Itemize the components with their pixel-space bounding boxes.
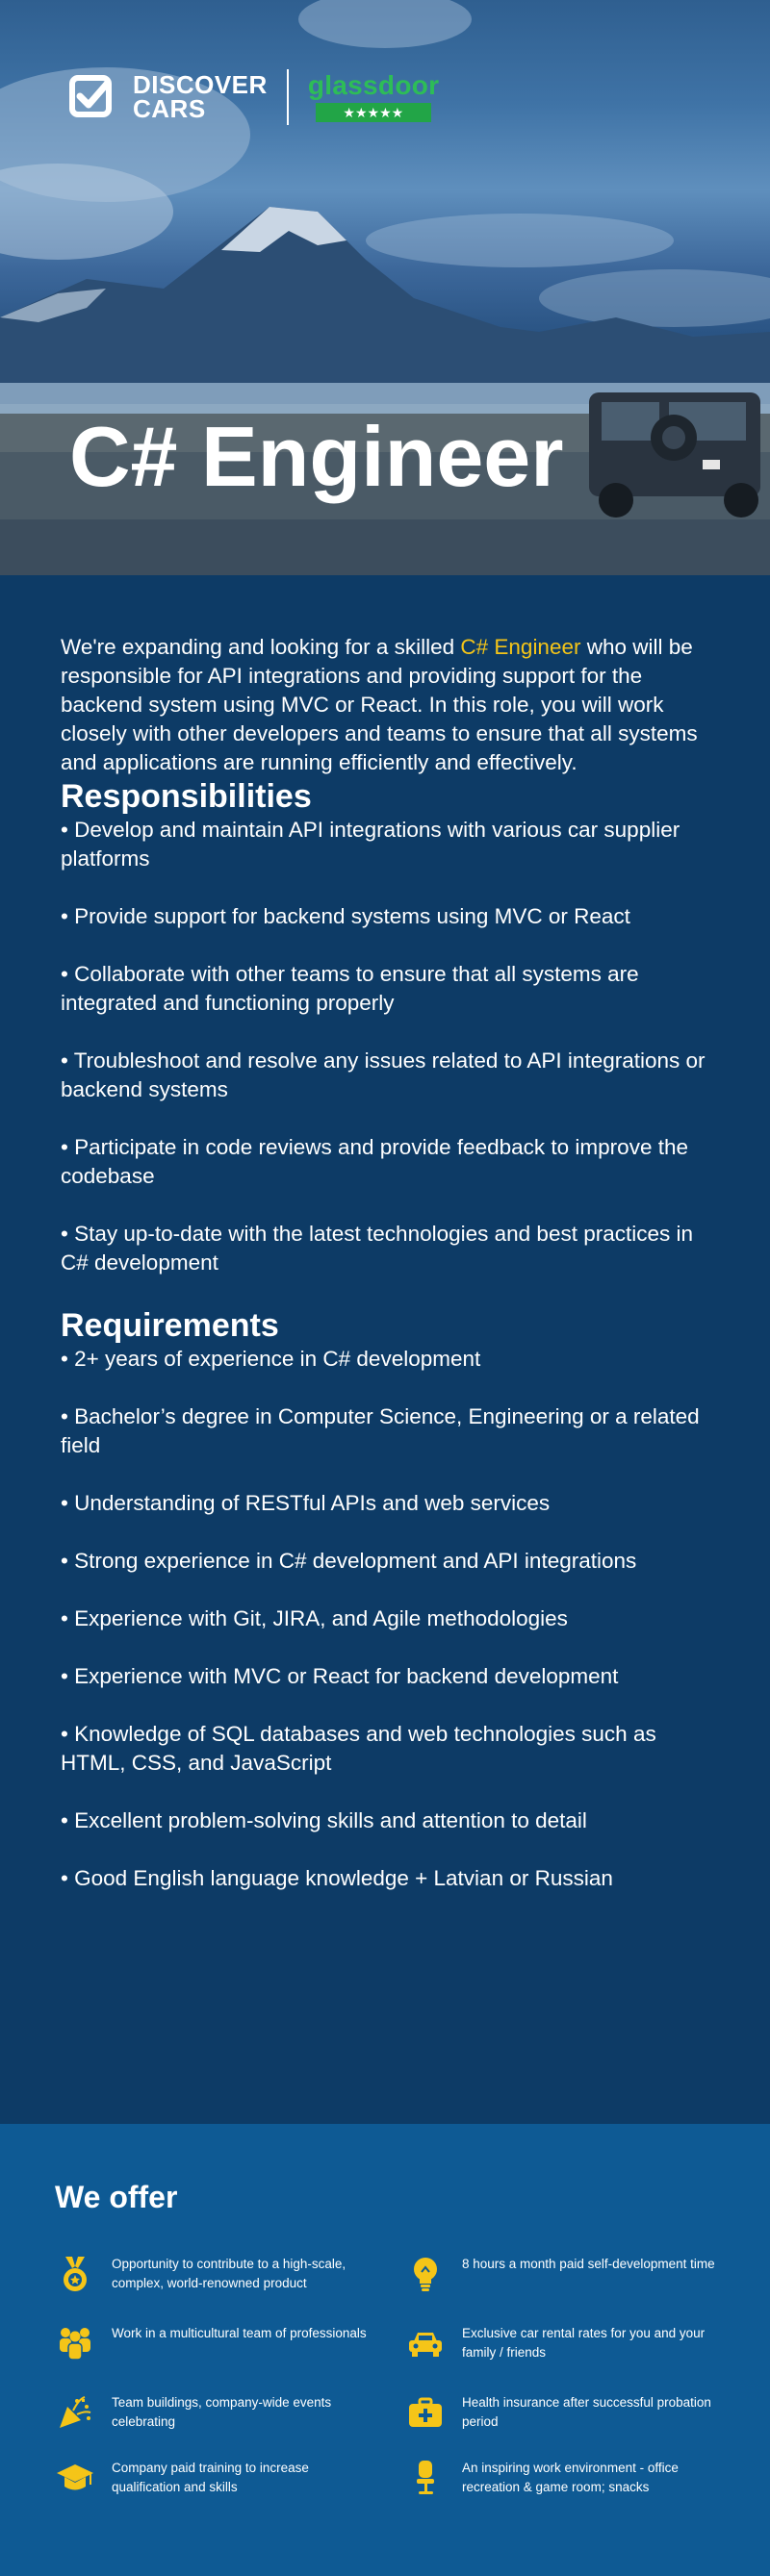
glassdoor-rating-stars: ★★★★★: [316, 103, 431, 122]
job-description: [0, 575, 770, 1893]
intro-text-start: We're expanding and looking for a skilled: [61, 635, 461, 659]
team-icon: [56, 2324, 94, 2362]
discover-cars-logo-icon: [69, 75, 114, 119]
responsibility-item: • Collaborate with other teams to ensure that all systems are integrated and functioning properly: [61, 962, 639, 1015]
glassdoor-wordmark: glassdoor: [307, 70, 440, 100]
car-icon: [406, 2324, 445, 2362]
offer-text: Company paid training to increase qualification and skills: [112, 2461, 309, 2494]
requirement-item: • Knowledge of SQL databases and web technologies such as HTML, CSS, and JavaScript: [61, 1722, 656, 1775]
responsibility-item: • Stay up-to-date with the latest technologies and best practices in C# development: [61, 1222, 694, 1275]
header-logos: [69, 69, 439, 125]
requirement-item: • Understanding of RESTful APIs and web services: [61, 1491, 551, 1515]
requirement-item: • Good English language knowledge + Latvian or Russian: [61, 1866, 613, 1890]
responsibility-item: • Develop and maintain API integrations with various car supplier platforms: [61, 818, 680, 871]
logo-divider: [287, 69, 289, 125]
we-offer-heading: We offer: [55, 2180, 178, 2214]
offer-text: Team buildings, company-wide events celebrating: [112, 2395, 332, 2429]
offer-text: An inspiring work environment - office recreation & game room; snacks: [462, 2461, 679, 2494]
intro-text-end: who will be responsible for API integrations and providing support for the backend system using MVC or React. In this role, you will work closely with other developers and teams to ensure that all systems and applications are running efficiently and effectively.: [61, 635, 698, 774]
offer-text: Work in a multicultural team of professionals: [112, 2326, 367, 2340]
responsibility-item: • Provide support for backend systems using MVC or React: [61, 904, 630, 928]
requirement-item: • Strong experience in C# development and API integrations: [61, 1549, 637, 1573]
medal-icon: [56, 2255, 94, 2293]
offer-item: [56, 2459, 372, 2497]
brand-name-line1: DISCOVER: [133, 70, 268, 99]
requirement-item: • 2+ years of experience in C# development: [61, 1347, 481, 1371]
offer-text: Health insurance after successful probation period: [462, 2395, 711, 2429]
party-popper-icon: [56, 2393, 94, 2432]
requirements-heading: Requirements: [61, 1307, 279, 1344]
offer-item: [406, 2324, 722, 2362]
intro-paragraph: [61, 633, 708, 777]
page-title: C# Engineer: [69, 409, 564, 504]
responsibility-item: • Participate in code reviews and provide feedback to improve the codebase: [61, 1135, 688, 1188]
intro-highlight: C# Engineer: [460, 635, 581, 659]
brand-name-line2: CARS: [133, 94, 206, 123]
offer-item: [56, 2255, 372, 2293]
requirement-item: • Experience with MVC or React for backend development: [61, 1664, 619, 1688]
first-aid-kit-icon: [406, 2393, 445, 2432]
offer-item: [56, 2324, 372, 2362]
offer-item: [56, 2393, 372, 2432]
glassdoor-badge: [308, 72, 440, 122]
hero-banner: [0, 0, 770, 575]
offer-text: Exclusive car rental rates for you and your family / friends: [462, 2326, 706, 2360]
responsibility-item: • Troubleshoot and resolve any issues related to API integrations or backend systems: [61, 1048, 706, 1101]
requirement-item: • Excellent problem-solving skills and attention to detail: [61, 1808, 587, 1832]
graduation-cap-icon: [56, 2459, 94, 2497]
discover-cars-wordmark: [133, 70, 268, 123]
offer-item: [406, 2393, 722, 2432]
offer-item: [406, 2255, 722, 2293]
lightbulb-icon: [406, 2255, 445, 2293]
requirement-item: • Experience with Git, JIRA, and Agile methodologies: [61, 1606, 568, 1630]
chair-icon: [406, 2459, 445, 2497]
offer-text: 8 hours a month paid self-development time: [462, 2257, 715, 2271]
offer-text: Opportunity to contribute to a high-scale, complex, world-renowned product: [112, 2257, 346, 2290]
we-offer-section: [0, 2124, 770, 2576]
responsibilities-list: [61, 816, 708, 1277]
offer-item: [406, 2459, 722, 2497]
requirement-item: • Bachelor’s degree in Computer Science, Engineering or a related field: [61, 1404, 700, 1457]
responsibilities-heading: Responsibilities: [61, 778, 312, 815]
requirements-list: [61, 1345, 708, 1893]
